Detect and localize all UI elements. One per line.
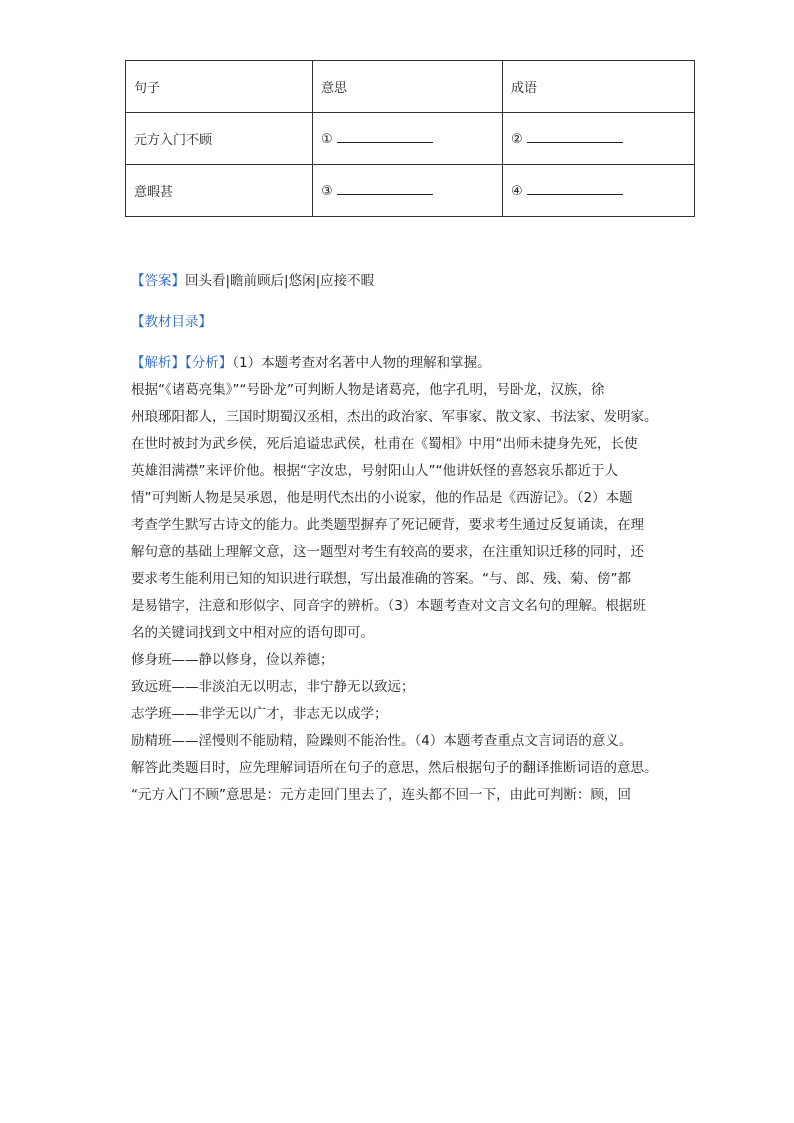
blank-number: ① — [321, 132, 333, 147]
analysis-text-line: 要求考生能利用已知的知识进行联想，写出最准确的答案。“与、郎、残、菊、傍”都 — [131, 571, 631, 587]
table-row — [126, 165, 695, 217]
fill-blank[interactable] — [321, 130, 433, 147]
analysis-text-line: 解句意的基础上理解文意，这一题型对考生有较高的要求，在注重知识迁移的同时，还 — [131, 544, 644, 560]
catalog-tag: 【教材目录】 — [131, 314, 212, 330]
blank-line — [337, 130, 433, 143]
analysis-text-line: 修身班——静以修身，俭以养德； — [131, 652, 334, 668]
meaning-blank-cell — [313, 113, 503, 165]
analysis-text-line: 考查学生默写古诗文的能力。此类题型摒弃了死记硬背，要求考生通过反复诵读，在理 — [131, 517, 644, 533]
header-idiom: 成语 — [503, 61, 695, 113]
meaning-blank-cell — [313, 165, 503, 217]
idiom-blank-cell — [503, 165, 695, 217]
blank-number: ④ — [511, 184, 523, 199]
analysis-text-line: 根据“《诸葛亮集》”“号卧龙”可判断人物是诸葛亮，他字孔明，号卧龙，汉族，徐 — [131, 382, 605, 398]
answer-text: 回头看|瞻前顾后|悠闲|应接不暇 — [185, 273, 375, 289]
row-sentence: 元方入门不顾 — [126, 113, 313, 165]
vocab-table — [125, 60, 695, 217]
analysis-paragraphs — [131, 377, 663, 809]
analysis-text-line: 在世时被封为武乡侯，死后追谥忠武侯，杜甫在《蜀相》中用“出师未捷身先死，长使 — [131, 436, 638, 452]
answer-line — [131, 268, 663, 295]
analysis-text-line: 情”可判断人物是吴承恩，他是明代杰出的小说家，他的作品是《西游记》。（2）本题 — [131, 490, 633, 506]
blank-line — [527, 182, 623, 195]
catalog-line — [131, 309, 663, 336]
analysis-text: （1）本题考查对名著中人物的理解和掌握。 — [232, 355, 491, 371]
analysis-text-line: 州琅琊阳都人，三国时期蜀汉丞相，杰出的政治家、军事家、散文家、书法家、发明家。 — [131, 409, 658, 425]
analysis-text-line: 是易错字，注意和形似字、同音字的辨析。（3）本题考查对文言文名句的理解。根据班 — [131, 598, 646, 614]
header-meaning: 意思 — [313, 61, 503, 113]
table-header-row — [126, 61, 695, 113]
explanation-body — [131, 268, 663, 809]
header-sentence: 句子 — [126, 61, 313, 113]
analysis-text-line: 志学班——非学无以广才，非志无以成学； — [131, 706, 388, 722]
blank-number: ③ — [321, 184, 333, 199]
table-row — [126, 113, 695, 165]
analysis-tag: 【解析】 — [131, 355, 185, 371]
blank-line — [527, 130, 623, 143]
analysis-line — [131, 350, 663, 377]
row-sentence: 意暇甚 — [126, 165, 313, 217]
fill-blank[interactable] — [511, 130, 623, 147]
analysis-text-line: 励精班——淫慢则不能励精，险躁则不能治性。（4）本题考查重点文言词语的意义。 — [131, 733, 633, 749]
fill-blank[interactable] — [321, 182, 433, 199]
analysis-subtag: 【分析】 — [185, 355, 233, 371]
analysis-text-line: 英雄泪满襟”来评价他。根据“字汝忠，号射阳山人”“他讲妖怪的喜怒哀乐都近于人 — [131, 463, 618, 479]
analysis-text-line: 解答此类题目时，应先理解词语所在句子的意思，然后根据句子的翻译推断词语的意思。 — [131, 760, 658, 776]
analysis-text-line: 名的关键词找到文中相对应的语句即可。 — [131, 625, 374, 641]
analysis-text-line: “元方入门不顾”意思是：元方走回门里去了，连头都不回一下，由此可判断：顾，回 — [131, 787, 631, 803]
blank-line — [337, 182, 433, 195]
idiom-blank-cell — [503, 113, 695, 165]
blank-number: ② — [511, 132, 523, 147]
analysis-text-line: 致远班——非淡泊无以明志，非宁静无以致远； — [131, 679, 415, 695]
answer-tag: 【答案】 — [131, 273, 185, 289]
fill-blank[interactable] — [511, 182, 623, 199]
